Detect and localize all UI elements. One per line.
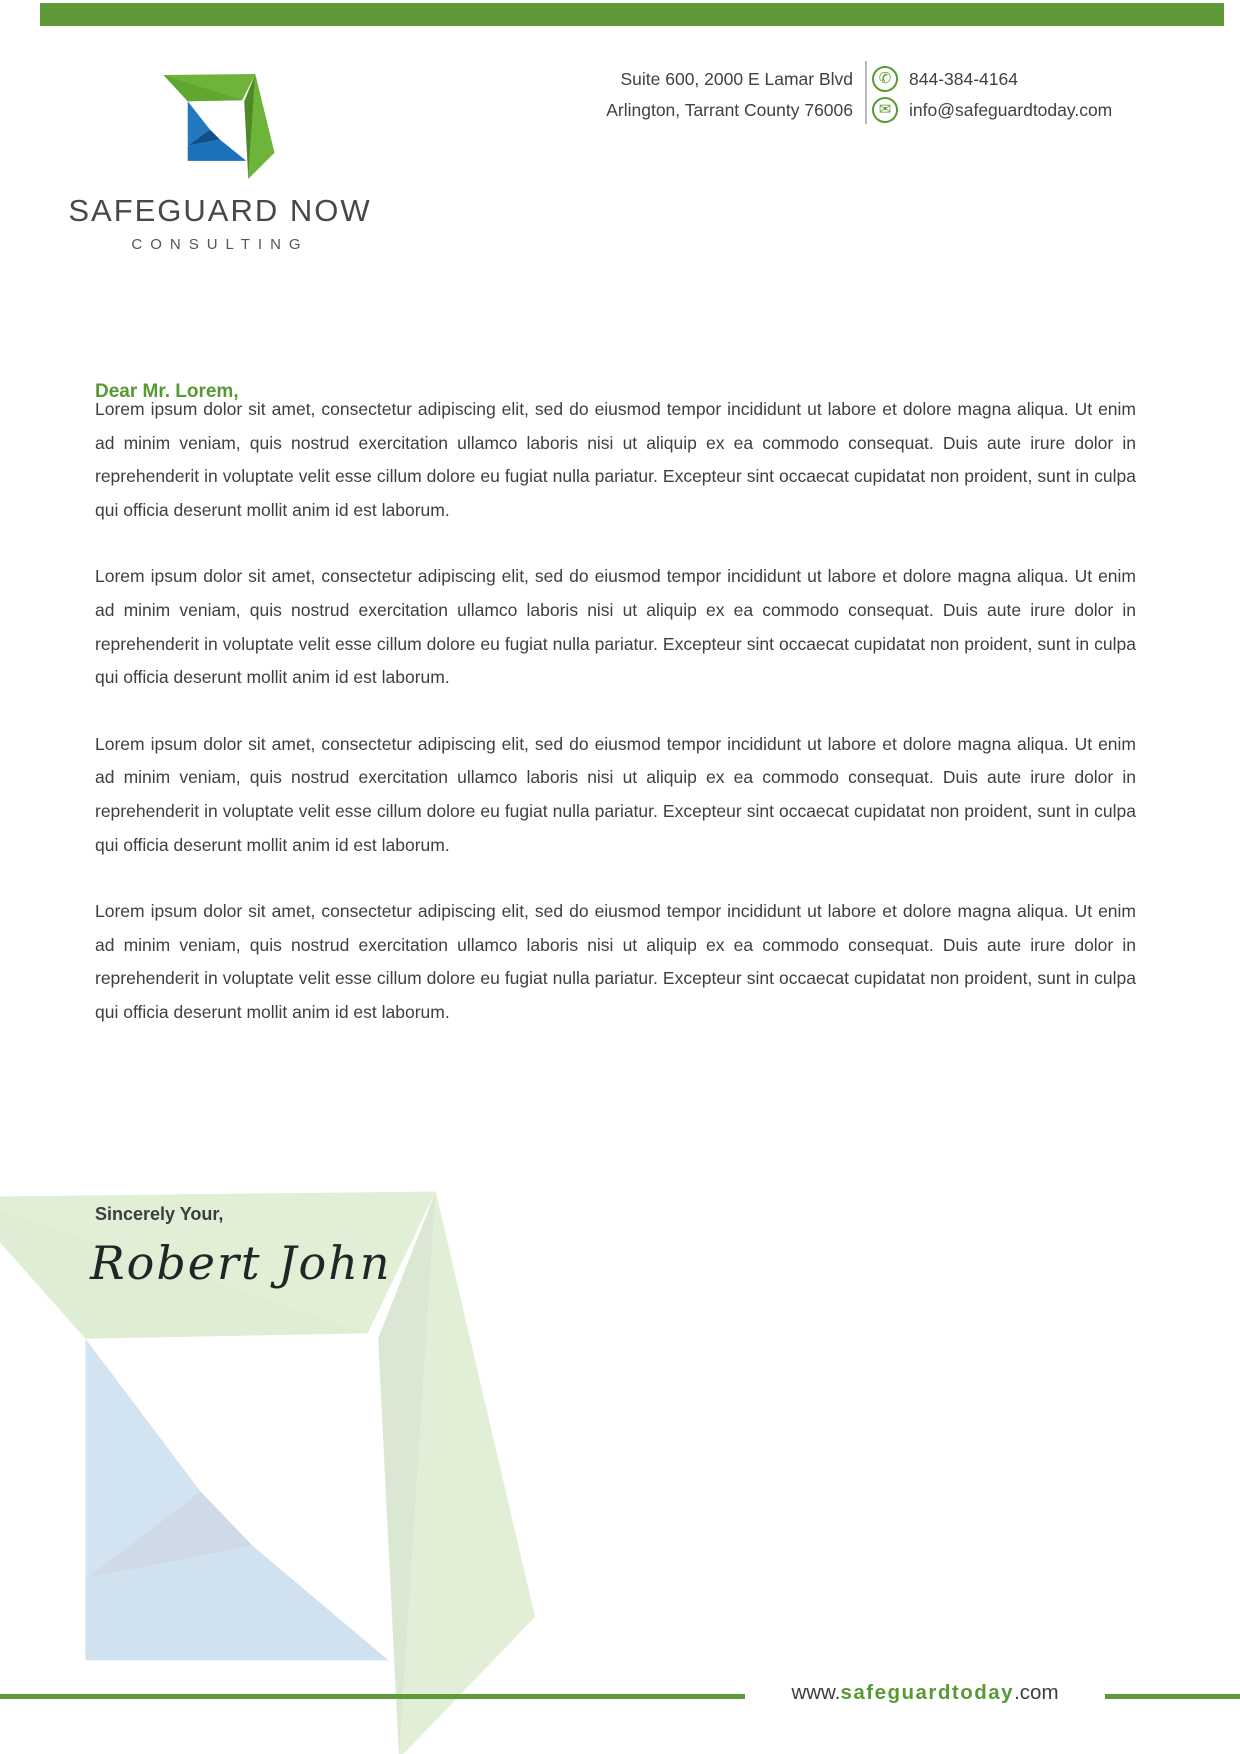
footer-website bbox=[745, 1681, 1105, 1705]
company-name: SAFEGUARD NOW bbox=[68, 193, 372, 228]
footer-url-www: www. bbox=[791, 1681, 841, 1704]
top-accent-bar bbox=[40, 3, 1224, 26]
header-address bbox=[500, 64, 853, 126]
company-logo-icon bbox=[163, 73, 275, 180]
footer-rule-right bbox=[1105, 1694, 1240, 1699]
letter-greeting: Dear Mr. Lorem, bbox=[95, 381, 239, 402]
letter-paragraph: Lorem ipsum dolor sit amet, consectetur adipiscing elit, sed do eiusmod tempor incididunt ut labore et dolore magna aliqua. Ut enim ad minim veniam, quis nostrud exercitation ullamco laboris nisi ut aliquip ex ea commodo consequat. Duis aute irure dolor in reprehenderit in voluptate velit esse cillum dolore eu fugiat nulla pariatur. Excepteur sint occaecat cupidatat non proident, sunt in culpa qui officia deserunt mollit anim id est laborum. bbox=[95, 733, 1136, 855]
letter-paragraph: Lorem ipsum dolor sit amet, consectetur adipiscing elit, sed do eiusmod tempor incididunt ut labore et dolore magna aliqua. Ut enim ad minim veniam, quis nostrud exercitation ullamco laboris nisi ut aliquip ex ea commodo consequat. Duis aute irure dolor in reprehenderit in voluptate velit esse cillum dolore eu fugiat nulla pariatur. Excepteur sint occaecat cupidatat non proident, sunt in culpa qui officia deserunt mollit anim id est laborum. bbox=[95, 566, 1136, 688]
letter-body bbox=[95, 393, 1136, 1063]
header-divider bbox=[865, 61, 867, 124]
letter-paragraph: Lorem ipsum dolor sit amet, consectetur adipiscing elit, sed do eiusmod tempor incididunt ut labore et dolore magna aliqua. Ut enim ad minim veniam, quis nostrud exercitation ullamco laboris nisi ut aliquip ex ea commodo consequat. Duis aute irure dolor in reprehenderit in voluptate velit esse cillum dolore eu fugiat nulla pariatur. Excepteur sint occaecat cupidatat non proident, sunt in culpa qui officia deserunt mollit anim id est laborum. bbox=[95, 399, 1136, 520]
address-line-1: Suite 600, 2000 E Lamar Blvd bbox=[620, 69, 853, 89]
footer-rule-left bbox=[0, 1694, 745, 1699]
letter-closing: Sincerely Your, bbox=[95, 1204, 224, 1224]
footer-url-tld: .com bbox=[1014, 1681, 1059, 1704]
company-tagline: CONSULTING bbox=[131, 236, 309, 253]
brand-block bbox=[60, 193, 380, 253]
address-line-2: Arlington, Tarrant County 76006 bbox=[606, 100, 853, 120]
phone-icon: ✆ bbox=[872, 66, 898, 92]
signature-text: Robert John bbox=[90, 1236, 392, 1290]
phone-number: 844-384-4164 bbox=[909, 69, 1018, 89]
email-icon: ✉ bbox=[872, 97, 898, 123]
email-address: info@safeguardtoday.com bbox=[909, 100, 1113, 120]
letter-paragraph: Lorem ipsum dolor sit amet, consectetur adipiscing elit, sed do eiusmod tempor incididunt ut labore et dolore magna aliqua. Ut enim ad minim veniam, quis nostrud exercitation ullamco laboris nisi ut aliquip ex ea commodo consequat. Duis aute irure dolor in reprehenderit in voluptate velit esse cillum dolore eu fugiat nulla pariatur. Excepteur sint occaecat cupidatat non proident, sunt in culpa qui officia deserunt mollit anim id est laborum. bbox=[95, 901, 1136, 1022]
footer-url-domain: safeguardtoday bbox=[840, 1681, 1015, 1704]
